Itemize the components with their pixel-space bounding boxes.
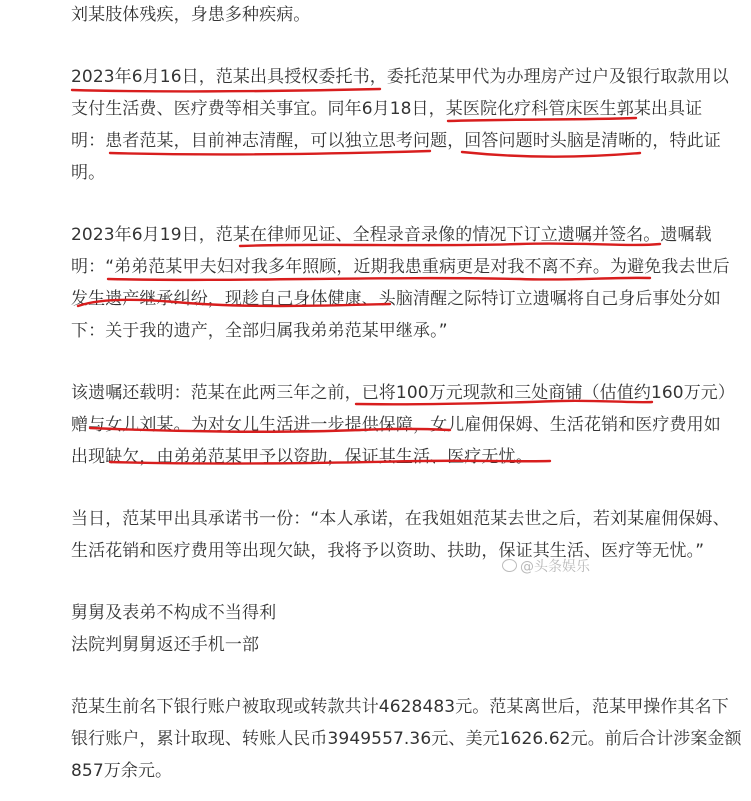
text-line: 刘某肢体残疾，身患多种疾病。: [71, 5, 311, 25]
text-line: 生活花销和医疗费用等出现欠缺，我将予以资助、扶助，保证其生活、医疗等无忧。”: [71, 541, 705, 561]
watermark: [502, 556, 590, 576]
underline-mark: [462, 152, 640, 157]
text-line: 2023年6月19日，范某在律师见证、全程录音录像的情况下订立遗嘱并签名。遗嘱载: [71, 225, 712, 245]
underline-mark: [72, 89, 380, 91]
section-heading: 舅舅及表弟不构成不当得利: [71, 603, 277, 623]
text-line: 该遗嘱还载明：范某在此两三年之前，已将100万元现款和三处商铺（估值约160万元）: [71, 383, 735, 403]
text-line: 明。: [71, 163, 106, 183]
text-line: 赠与女儿刘某。为对女儿生活进一步提供保障，女儿雇佣保姆、生活花销和医疗费用如: [71, 415, 721, 435]
text-line: 支付生活费、医疗费等相关事宜。同年6月18日，某医院化疗科管床医生郭某出具证: [71, 99, 703, 119]
text-line: 当日，范某甲出具承诺书一份：“本人承诺，在我姐姐范某去世之后，若刘某雇佣保姆、: [71, 509, 730, 529]
text-line: 银行账户，累计取现、转账人民币3949557.36元、美元1626.62元。前后合计涉案金额: [71, 729, 742, 749]
text-line: 发生遗产继承纠纷，现趁自己身体健康、头脑清醒之际特订立遗嘱将自己身后事处分如: [71, 289, 721, 309]
text-line: 明：患者范某，目前神志清醒，可以独立思考问题，回答问题时头脑是清晰的，特此证: [71, 131, 721, 151]
text-line: 明：“弟弟范某甲夫妇对我多年照顾，近期我患重病更是对我不离不弃。为避免我去世后: [71, 257, 730, 277]
section-heading: 法院判舅舅返还手机一部: [71, 635, 260, 655]
watermark-text: @头条娱乐: [520, 559, 590, 575]
text-line: 2023年6月16日，范某出具授权委托书，委托范某甲代为办理房产过户及银行取款用以: [71, 67, 729, 87]
weibo-logo-icon: [502, 559, 517, 572]
underline-mark: [108, 278, 650, 280]
text-line: 出现缺欠，由弟弟范某甲予以资助，保证其生活、医疗无忧。: [71, 447, 533, 467]
text-line: 857万余元。: [71, 761, 173, 781]
text-line: 范某生前名下银行账户被取现或转款共计4628483元。范某离世后，范某甲操作其名下: [71, 697, 729, 717]
text-line: 下：关于我的遗产，全部归属我弟弟范某甲继承。”: [71, 321, 448, 341]
